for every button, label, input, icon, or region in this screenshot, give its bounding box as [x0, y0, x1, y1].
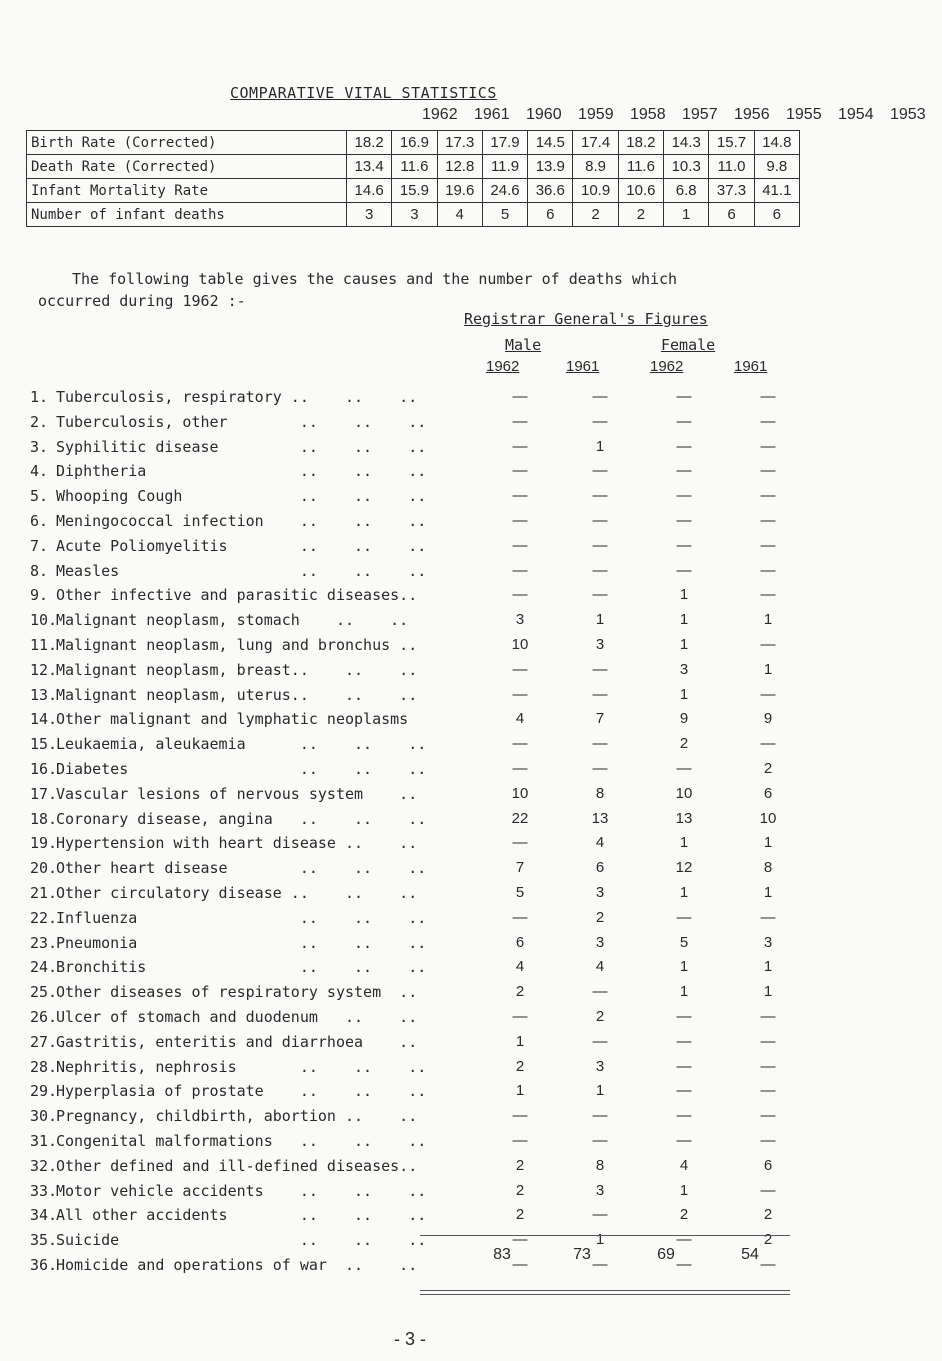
cause-label: Measles .. .. ..	[56, 561, 427, 580]
cause-count: 3	[595, 883, 605, 901]
column-year-female-1961: 1961	[734, 358, 768, 375]
vital-cell: 2	[573, 203, 618, 227]
cause-number: 26.	[30, 1007, 58, 1026]
cause-count: —	[760, 586, 776, 604]
total-female-1961: 54	[741, 1246, 759, 1263]
vital-cell: 37.3	[709, 179, 754, 203]
vital-cell: 9.8	[754, 155, 799, 179]
cause-number: 3.	[30, 437, 49, 456]
cause-count: —	[676, 388, 692, 405]
column-year-male-1962: 1962	[486, 358, 520, 375]
vital-cell: 1	[664, 203, 709, 227]
vital-cell: 16.9	[392, 131, 437, 155]
cause-count: —	[592, 1131, 608, 1149]
cause-count: —	[592, 487, 608, 505]
cause-count: —	[592, 561, 608, 579]
vital-row-label: Birth Rate (Corrected)	[27, 131, 347, 155]
cause-count: —	[512, 1107, 528, 1125]
vital-cell: 6	[709, 203, 754, 227]
cause-count: —	[512, 685, 528, 703]
cause-count: —	[760, 536, 776, 554]
cause-count: —	[512, 834, 528, 852]
cause-number: 34.	[30, 1206, 58, 1225]
cause-count: —	[676, 1007, 692, 1025]
cause-count: 4	[515, 710, 525, 728]
cause-count: —	[676, 412, 692, 430]
cause-count: —	[512, 660, 528, 678]
year-label: 1953	[890, 106, 926, 123]
cause-count: —	[592, 735, 608, 753]
cause-count: —	[592, 685, 608, 703]
cause-count: 8	[595, 1156, 605, 1174]
cause-number: 24.	[30, 958, 58, 977]
cause-count: —	[760, 1032, 776, 1050]
cause-count: 8	[595, 784, 605, 802]
vital-cell: 14.6	[346, 179, 391, 203]
cause-count: 4	[679, 1156, 689, 1174]
page-number: - 3 -	[394, 1329, 427, 1349]
vital-cell: 6	[528, 203, 573, 227]
cause-count: 2	[515, 1206, 525, 1224]
cause-count: 2	[679, 1206, 689, 1224]
year-label: 1961	[474, 106, 510, 123]
cause-label: Malignant neoplasm, breast.. .. ..	[56, 660, 418, 679]
cause-number: 20.	[30, 859, 58, 878]
source-heading: Registrar General's Figures	[464, 310, 708, 328]
cause-count: —	[512, 487, 528, 505]
cause-count: —	[512, 908, 528, 926]
cause-count: 1	[595, 611, 605, 629]
cause-count: —	[676, 1057, 692, 1075]
female-heading: Female	[661, 336, 716, 354]
vital-cell: 17.3	[437, 131, 482, 155]
vital-cell: 14.3	[664, 131, 709, 155]
cause-count: —	[512, 1131, 528, 1149]
vital-cell: 24.6	[482, 179, 527, 203]
cause-count: —	[512, 437, 528, 455]
cause-count: —	[760, 1131, 776, 1149]
cause-count: 13	[591, 809, 609, 827]
cause-count: 1	[679, 586, 689, 604]
cause-count: 1	[679, 883, 689, 901]
cause-number: 15.	[30, 735, 58, 754]
cause-label: Other heart disease .. .. ..	[56, 859, 427, 878]
cause-count: —	[592, 511, 608, 529]
vital-cell: 19.6	[437, 179, 482, 203]
cause-count: 6	[515, 933, 525, 951]
vital-cell: 17.9	[482, 131, 527, 155]
total-rule-top	[420, 1235, 790, 1236]
cause-count: 5	[679, 933, 689, 951]
cause-count: 2	[763, 1206, 773, 1224]
vital-cell: 11.6	[392, 155, 437, 179]
cause-count: —	[760, 561, 776, 579]
vital-cell: 10.9	[573, 179, 618, 203]
cause-count: 3	[595, 635, 605, 653]
cause-count: —	[676, 462, 692, 480]
cause-number: 1.	[30, 388, 49, 406]
cause-number: 6.	[30, 511, 49, 530]
cause-count: —	[676, 1032, 692, 1050]
vital-cell: 11.6	[618, 155, 663, 179]
cause-number: 19.	[30, 834, 58, 853]
cause-label: Other infective and parasitic diseases..	[56, 586, 418, 605]
year-label: 1962	[422, 106, 458, 123]
cause-count: 4	[515, 958, 525, 976]
cause-count: 3	[679, 660, 689, 678]
cause-count: —	[592, 412, 608, 430]
cause-label: Vascular lesions of nervous system ..	[56, 784, 418, 803]
cause-count: 1	[679, 834, 689, 852]
cause-label: Meningococcal infection .. .. ..	[56, 511, 427, 530]
cause-count: 3	[595, 933, 605, 951]
cause-count: 3	[515, 611, 525, 629]
cause-number: 22.	[30, 908, 58, 927]
cause-count: 6	[763, 1156, 773, 1174]
vital-cell: 13.4	[346, 155, 391, 179]
cause-count: —	[592, 1255, 608, 1273]
cause-count: 1	[763, 660, 773, 678]
cause-count: 2	[763, 759, 773, 777]
vital-cell: 13.9	[528, 155, 573, 179]
cause-label: Other defined and ill-defined diseases..	[56, 1156, 418, 1175]
cause-count: —	[760, 735, 776, 753]
cause-count: —	[676, 1231, 692, 1249]
vital-cell: 12.8	[437, 155, 482, 179]
cause-label: Malignant neoplasm, lung and bronchus ..	[56, 635, 418, 654]
cause-count: —	[592, 1032, 608, 1050]
vital-cell: 5	[482, 203, 527, 227]
cause-label: Acute Poliomyelitis .. .. ..	[56, 536, 427, 555]
vital-cell: 14.5	[528, 131, 573, 155]
vital-row-label: Death Rate (Corrected)	[27, 155, 347, 179]
vital-cell: 4	[437, 203, 482, 227]
cause-count: 1	[679, 1181, 689, 1199]
cause-count: 7	[595, 710, 605, 728]
cause-count: —	[676, 487, 692, 505]
intro-text	[38, 268, 778, 312]
vital-cell: 10.6	[618, 179, 663, 203]
cause-count: 1	[515, 1032, 525, 1050]
vital-cell: 10.3	[664, 155, 709, 179]
cause-count: —	[760, 462, 776, 480]
male-heading: Male	[505, 336, 542, 354]
cause-count: —	[512, 1007, 528, 1025]
cause-label: Hyperplasia of prostate .. .. ..	[56, 1082, 427, 1101]
cause-count: 10	[511, 635, 529, 653]
cause-count: 5	[515, 883, 525, 901]
cause-number: 18.	[30, 809, 58, 828]
cause-count: 12	[675, 859, 693, 877]
column-year-male-1961: 1961	[566, 358, 600, 375]
year-label: 1959	[578, 106, 614, 123]
cause-label: Leukaemia, aleukaemia .. .. ..	[56, 735, 427, 754]
cause-count: —	[512, 759, 528, 777]
cause-number: 25.	[30, 983, 58, 1002]
cause-number: 9.	[30, 586, 49, 605]
vital-cell: 36.6	[528, 179, 573, 203]
cause-label: Tuberculosis, respiratory .. .. ..	[56, 388, 418, 406]
cause-count: 1	[679, 983, 689, 1001]
cause-count: —	[676, 1255, 692, 1273]
vital-row	[27, 203, 800, 227]
cause-count: —	[760, 1082, 776, 1100]
cause-label: Congenital malformations .. .. ..	[56, 1131, 427, 1150]
cause-count: 2	[595, 908, 605, 926]
cause-label: Ulcer of stomach and duodenum .. ..	[56, 1007, 418, 1026]
cause-number: 13.	[30, 685, 58, 704]
total-rule-bottom-double	[420, 1294, 790, 1295]
cause-label: Other malignant and lymphatic neoplasms	[56, 710, 409, 729]
vital-cell: 15.9	[392, 179, 437, 203]
cause-count: —	[512, 561, 528, 579]
cause-count: —	[760, 685, 776, 703]
vital-row	[27, 131, 800, 155]
year-label: 1956	[734, 106, 770, 123]
cause-count: 9	[679, 710, 689, 728]
vital-cell: 6	[754, 203, 799, 227]
cause-count: —	[676, 437, 692, 455]
cause-count: 3	[595, 1057, 605, 1075]
cause-label: Tuberculosis, other .. .. ..	[56, 412, 427, 431]
cause-count: —	[676, 759, 692, 777]
cause-number: 28.	[30, 1057, 58, 1076]
cause-count: —	[592, 983, 608, 1001]
cause-count: 2	[679, 735, 689, 753]
cause-number: 27.	[30, 1032, 58, 1051]
cause-count: 1	[763, 611, 773, 629]
cause-count: 10	[675, 784, 693, 802]
cause-number: 35.	[30, 1231, 58, 1250]
cause-count: —	[676, 511, 692, 529]
cause-count: —	[676, 1131, 692, 1149]
cause-number: 4.	[30, 462, 49, 481]
cause-label: Whooping Cough .. .. ..	[56, 487, 427, 506]
vital-cell: 14.8	[754, 131, 799, 155]
cause-number: 32.	[30, 1156, 58, 1175]
year-label: 1960	[526, 106, 562, 123]
cause-count: 22	[511, 809, 529, 827]
cause-count: 10	[511, 784, 529, 802]
year-label: 1957	[682, 106, 718, 123]
cause-count: 2	[515, 1181, 525, 1199]
cause-count: 7	[515, 859, 525, 877]
cause-count: —	[760, 908, 776, 926]
cause-count: 2	[515, 983, 525, 1001]
cause-number: 17.	[30, 784, 58, 803]
cause-count: 2	[595, 1007, 605, 1025]
cause-count: 10	[759, 809, 777, 827]
cause-label: Homicide and operations of war .. ..	[56, 1255, 418, 1274]
vital-cell: 2	[618, 203, 663, 227]
vital-cell: 6.8	[664, 179, 709, 203]
cause-count: 4	[595, 834, 605, 852]
cause-count: —	[676, 908, 692, 926]
cause-label: Pneumonia .. .. ..	[56, 933, 427, 952]
cause-number: 21.	[30, 883, 58, 902]
cause-count: 1	[595, 1082, 605, 1100]
cause-number: 2.	[30, 412, 49, 431]
cause-label: Influenza .. .. ..	[56, 908, 427, 927]
cause-label: Suicide .. .. ..	[56, 1231, 427, 1250]
cause-count: —	[760, 635, 776, 653]
cause-count: —	[760, 1057, 776, 1075]
vital-row	[27, 155, 800, 179]
cause-label: Motor vehicle accidents .. .. ..	[56, 1181, 427, 1200]
cause-count: —	[592, 536, 608, 554]
cause-count: —	[760, 1255, 776, 1273]
cause-count: 1	[679, 685, 689, 703]
cause-number: 10.	[30, 611, 58, 630]
cause-count: 1	[679, 635, 689, 653]
cause-label: Pregnancy, childbirth, abortion .. ..	[56, 1107, 418, 1126]
cause-number: 8.	[30, 561, 49, 580]
cause-number: 12.	[30, 660, 58, 679]
cause-label: Other circulatory disease .. .. ..	[56, 883, 418, 902]
vital-row-label: Number of infant deaths	[27, 203, 347, 227]
cause-count: —	[592, 660, 608, 678]
cause-label: Hypertension with heart disease .. ..	[56, 834, 418, 853]
cause-count: 1	[679, 611, 689, 629]
cause-count: —	[760, 511, 776, 529]
cause-count: —	[512, 536, 528, 554]
cause-number: 36.	[30, 1255, 58, 1274]
cause-count: —	[512, 735, 528, 753]
cause-count: 1	[595, 437, 605, 455]
intro-line: occurred during 1962 :-	[38, 292, 246, 310]
cause-number: 14.	[30, 710, 58, 729]
cause-count: 1	[763, 983, 773, 1001]
cause-count: 3	[763, 933, 773, 951]
year-label: 1954	[838, 106, 874, 123]
cause-count: —	[760, 388, 776, 405]
vital-cell: 18.2	[346, 131, 391, 155]
cause-label: Other diseases of respiratory system ..	[56, 983, 418, 1002]
cause-count: —	[512, 412, 528, 430]
cause-count: —	[592, 1206, 608, 1224]
cause-count: —	[592, 586, 608, 604]
vital-cell: 17.4	[573, 131, 618, 155]
vital-cell: 11.9	[482, 155, 527, 179]
cause-number: 33.	[30, 1181, 58, 1200]
cause-count: —	[512, 1255, 528, 1273]
cause-label: Malignant neoplasm, uterus.. .. ..	[56, 685, 418, 704]
cause-count: 13	[675, 809, 693, 827]
cause-number: 16.	[30, 759, 58, 778]
cause-label: Diphtheria .. .. ..	[56, 462, 427, 481]
cause-count: 3	[595, 1181, 605, 1199]
cause-count: —	[676, 1107, 692, 1125]
cause-count: —	[760, 1007, 776, 1025]
cause-label: Bronchitis .. .. ..	[56, 958, 427, 977]
vital-row	[27, 179, 800, 203]
cause-count: 6	[763, 784, 773, 802]
vital-cell: 11.0	[709, 155, 754, 179]
vital-cell: 3	[392, 203, 437, 227]
cause-count: —	[760, 1107, 776, 1125]
vital-cell: 3	[346, 203, 391, 227]
cause-count: 1	[763, 883, 773, 901]
cause-count: —	[512, 511, 528, 529]
cause-number: 31.	[30, 1131, 58, 1150]
cause-number: 11.	[30, 635, 58, 654]
cause-count: —	[512, 1231, 528, 1249]
cause-count: 2	[763, 1231, 773, 1249]
cause-count: —	[676, 1082, 692, 1100]
cause-label: Gastritis, enteritis and diarrhoea ..	[56, 1032, 418, 1051]
vital-statistics-table	[26, 130, 800, 227]
cause-label: Malignant neoplasm, stomach .. ..	[56, 611, 409, 630]
intro-line: The following table gives the causes and the number of deaths which	[72, 270, 678, 288]
cause-count: 1	[763, 834, 773, 852]
vital-cell: 18.2	[618, 131, 663, 155]
cause-label: Coronary disease, angina .. .. ..	[56, 809, 427, 828]
year-label: 1955	[786, 106, 822, 123]
cause-count: —	[592, 1107, 608, 1125]
cause-count: —	[592, 462, 608, 480]
cause-label: Syphilitic disease .. .. ..	[56, 437, 427, 456]
cause-count: —	[512, 462, 528, 480]
cause-label: All other accidents .. .. ..	[56, 1206, 427, 1225]
cause-count: 1	[763, 958, 773, 976]
cause-count: —	[760, 487, 776, 505]
cause-count: 6	[595, 859, 605, 877]
year-label: 1958	[630, 106, 666, 123]
total-rule-bottom	[420, 1290, 790, 1291]
vital-cell: 8.9	[573, 155, 618, 179]
cause-label: Diabetes .. .. ..	[56, 759, 427, 778]
cause-count: —	[760, 437, 776, 455]
cause-count: —	[592, 759, 608, 777]
year-header-row	[422, 106, 942, 124]
cause-number: 23.	[30, 933, 58, 952]
page-heading: COMPARATIVE VITAL STATISTICS	[230, 84, 497, 102]
vital-cell: 15.7	[709, 131, 754, 155]
cause-label: Nephritis, nephrosis .. .. ..	[56, 1057, 427, 1076]
total-female-1962: 69	[657, 1246, 675, 1263]
cause-count: 4	[595, 958, 605, 976]
total-male-1962: 83	[493, 1246, 511, 1263]
cause-count: —	[512, 586, 528, 604]
cause-number: 5.	[30, 487, 49, 506]
cause-count: 1	[679, 958, 689, 976]
vital-cell: 41.1	[754, 179, 799, 203]
cause-count: —	[760, 412, 776, 430]
cause-count: 8	[763, 859, 773, 877]
cause-number: 30.	[30, 1107, 58, 1126]
cause-number: 7.	[30, 536, 49, 555]
cause-count: 9	[763, 710, 773, 728]
cause-count: —	[760, 1181, 776, 1199]
column-year-female-1962: 1962	[650, 358, 684, 375]
cause-count: 1	[595, 1231, 605, 1249]
cause-count: —	[592, 388, 608, 405]
cause-count: 2	[515, 1057, 525, 1075]
cause-number: 29.	[30, 1082, 58, 1101]
cause-count: —	[676, 561, 692, 579]
cause-count: 1	[515, 1082, 525, 1100]
total-male-1961: 73	[573, 1246, 591, 1263]
cause-count: —	[676, 536, 692, 554]
cause-count: 2	[515, 1156, 525, 1174]
cause-count: —	[512, 388, 528, 405]
vital-row-label: Infant Mortality Rate	[27, 179, 347, 203]
